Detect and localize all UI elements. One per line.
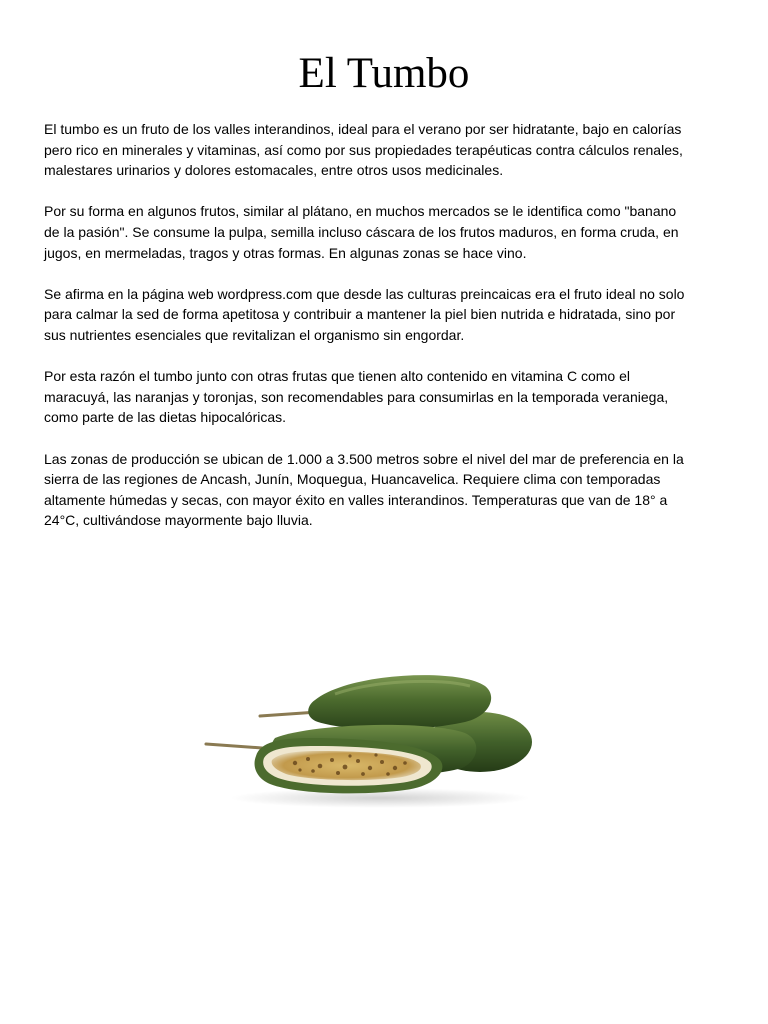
page-title: El Tumbo (298, 50, 470, 97)
tumbo-fruit-image (200, 660, 540, 810)
fruit-cut-half (206, 738, 442, 793)
document-body (44, 119, 694, 551)
paragraph: Por su forma en algunos frutos, similar al plátano, en muchos mercados se le identifica como "banano de la pasión". Se consume la pulpa, semilla incluso cáscara de los frutos maduros, en forma cruda, en jugos, en mermeladas, tragos y otras formas. En algunas zonas se hace vino. (44, 203, 679, 261)
paragraph: El tumbo es un fruto de los valles interandinos, ideal para el verano por ser hidratante, bajo en calorías pero rico en minerales y vitaminas, así como por sus propiedades terapéuticas contra cálculos renales, malestares urinarios y dolores estomacales, entre otros usos medicinales. (44, 121, 683, 179)
fruit-top (260, 675, 491, 729)
paragraph: Por esta razón el tumbo junto con otras frutas que tienen alto contenido en vitamina C como el maracuyá, las naranjas y toronjas, son recomendables para consumirlas en la temporada veraniega, como parte de las dietas hipocalóricas. (44, 368, 669, 426)
paragraph: Se afirma en la página web wordpress.com que desde las culturas preincaicas era el fruto ideal no solo para calmar la sed de forma apetitosa y contribuir a mantener la piel bien nutrida e hidratada, sino por sus nutrientes esenciales que revitalizan el organismo sin engordar. (44, 285, 685, 343)
paragraph: Las zonas de producción se ubican de 1.000 a 3.500 metros sobre el nivel del mar de preferencia en la sierra de las regiones de Ancash, Junín, Moquegua, Huancavelica. Requiere clima con temporadas altamente húmedas y secas, con mayor éxito en valles interandinos. Temperaturas que van de 18° a 24°C, cultivándose mayormente bajo lluvia. (44, 450, 684, 529)
